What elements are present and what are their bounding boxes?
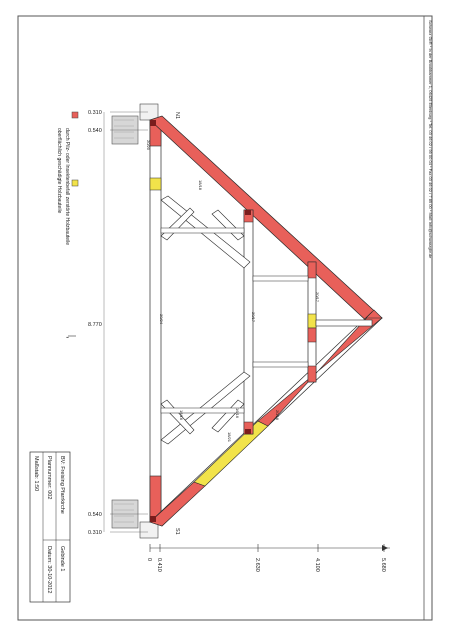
company-header: Schwarz GbR * In der Brookkammer 1, 06425 Ellenburg * Tel. 03 46 02 / 99 00 04 * Fax 03 46 02 / 7 89 00 * Mail: info@schwarzgbr.de [428, 20, 433, 259]
height-mark-3: 4.100 [314, 558, 320, 572]
legend-swatch-surface [72, 180, 78, 186]
title-date: Datum: 30-10-2012 [46, 546, 52, 594]
collar-upper-surface [308, 314, 316, 328]
tie-lower [161, 408, 244, 413]
member-label-m5: 20/17 [315, 292, 320, 303]
collar-upper-damage-bottom [308, 366, 316, 382]
dim-span: 8.770 [88, 322, 102, 328]
legend-label-damaged: durch Pilz- oder Insektenbefall zerstörte Holzbauteile [64, 128, 70, 246]
king-post-stub [316, 320, 372, 326]
tie-upper [161, 228, 244, 233]
rafter-lower-damage-upper [258, 312, 382, 426]
title-plan-number: Plannummer: 002 [46, 456, 52, 500]
truss-drawing [112, 104, 382, 538]
collar-upper-damage-mid [308, 328, 316, 342]
height-mark-0: 0 [146, 558, 152, 562]
member-label-m6: 16/16 [179, 410, 184, 421]
legend-label-surface: oberflächlich geschädigte Holzbauteile [56, 128, 62, 214]
member-label-m7: 16/16 [235, 408, 240, 419]
joint-marker-collar-top [245, 210, 251, 215]
tie-collar-lower [253, 362, 308, 367]
dim-eave-bottom-right: 0.310 [88, 530, 102, 536]
dim-eave-top-left: 0.310 [88, 110, 102, 116]
title-scale: Maßstab: 1:50 [33, 456, 39, 492]
height-mark-2: 2.630 [254, 558, 260, 572]
height-mark-4: 5.680 [380, 558, 386, 572]
member-label-m8: 18/21 [227, 432, 232, 443]
joint-marker-collar-bottom [245, 429, 251, 434]
legend-swatch-damaged [72, 112, 78, 118]
height-axis-arrow [382, 545, 388, 551]
member-label-m2: 18/18 [198, 180, 203, 191]
member-label-m1: 20/20 [146, 140, 151, 151]
tie-collar-upper [253, 276, 308, 281]
joint-marker-s1 [150, 516, 156, 522]
height-mark-1: 0.410 [156, 558, 162, 572]
rafter-lower-surface [194, 421, 268, 486]
member-label-m9: 20/18 [275, 410, 280, 421]
node-label-n1: N1 [174, 112, 180, 120]
joint-marker-n1 [150, 120, 156, 126]
member-label-m3: 20/24 [159, 314, 164, 325]
node-label-s1: S1 [174, 528, 180, 535]
title-truss-number: Gebinde 1 [59, 546, 65, 572]
dim-eave-top-right: 0.540 [88, 512, 102, 518]
orientation-mark: - [66, 332, 69, 342]
title-block [30, 452, 70, 602]
dim-eave-bottom-left: 0.540 [88, 128, 102, 134]
member-label-m4: 20/17 [251, 312, 256, 323]
title-project: BV: Freising Pfarrkirche [59, 456, 65, 514]
tie-beam-surface-damage [150, 178, 161, 190]
collar-upper-damage-top [308, 262, 316, 278]
cornice-bottom [140, 522, 158, 538]
